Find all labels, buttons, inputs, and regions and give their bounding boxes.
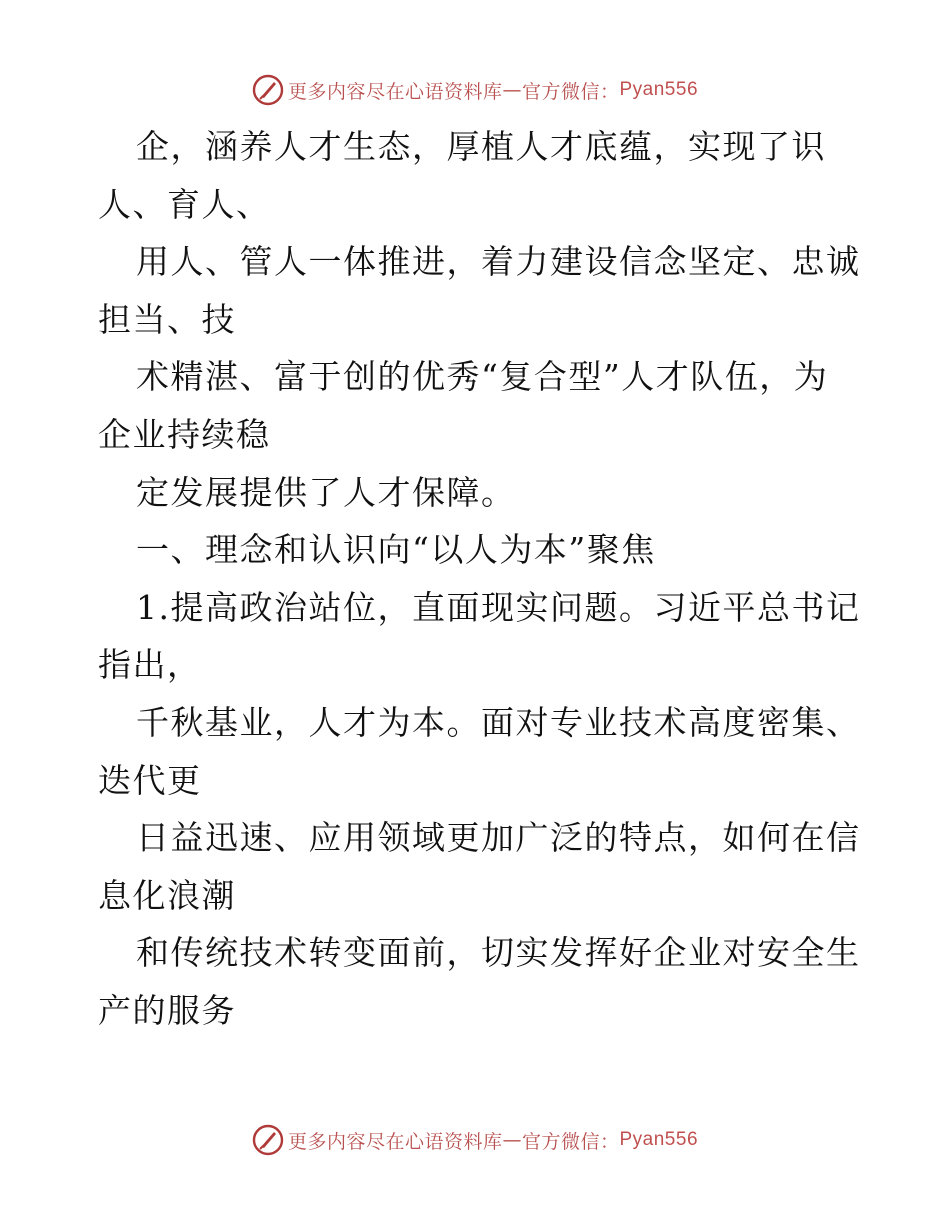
text-line: 1.提高政治站位，直面现实问题。习近平总书记 [136,587,861,627]
text-line: 人、育人、 [98,184,271,224]
watermark-wechat-id: Pyan556 [619,1129,699,1150]
text-line: 和传统技术转变面前，切实发挥好企业对安全生 [136,933,861,973]
text-line: 企，涵养人才生态，厚植人才底蕴，实现了识 [136,127,826,166]
footer-watermark [0,1120,950,1160]
watermark-dash: — [502,1129,522,1151]
text-line: 迭代更 [98,760,202,800]
text-line: 企业持续稳 [98,414,271,454]
text-line: 产的服务 [98,990,236,1030]
text-line: 定发展提供了人才保障。 [136,472,516,512]
watermark-wechat-label: 官方微信： [521,80,620,103]
watermark-wechat-label: 官方微信： [521,1130,620,1153]
text-line: 指出， [98,645,202,685]
watermark-dash: — [502,79,522,101]
document-body [98,118,861,1040]
feather-pen-logo-icon [252,1124,284,1156]
feather-pen-logo-icon [252,74,284,106]
text-line: 担当、技 [98,299,236,339]
text-line: 用人、管人一体推进，着力建设信念坚定、忠诚 [136,242,861,282]
header-watermark [0,70,950,110]
watermark-text: 更多内容尽在心语资料库 [287,80,503,103]
text-line: 日益迅速、应用领域更加广泛的特点，如何在信 [136,818,861,858]
watermark-text: 更多内容尽在心语资料库 [287,1130,503,1153]
section-heading: 一、理念和认识向“以人为本”聚焦 [136,530,656,570]
text-line: 千秋基业，人才为本。面对专业技术高度密集、 [136,702,861,742]
text-line: 术精湛、富于创的优秀“复合型”人才队伍，为 [136,357,829,397]
text-line: 息化浪潮 [98,875,236,915]
watermark-wechat-id: Pyan556 [619,79,699,100]
